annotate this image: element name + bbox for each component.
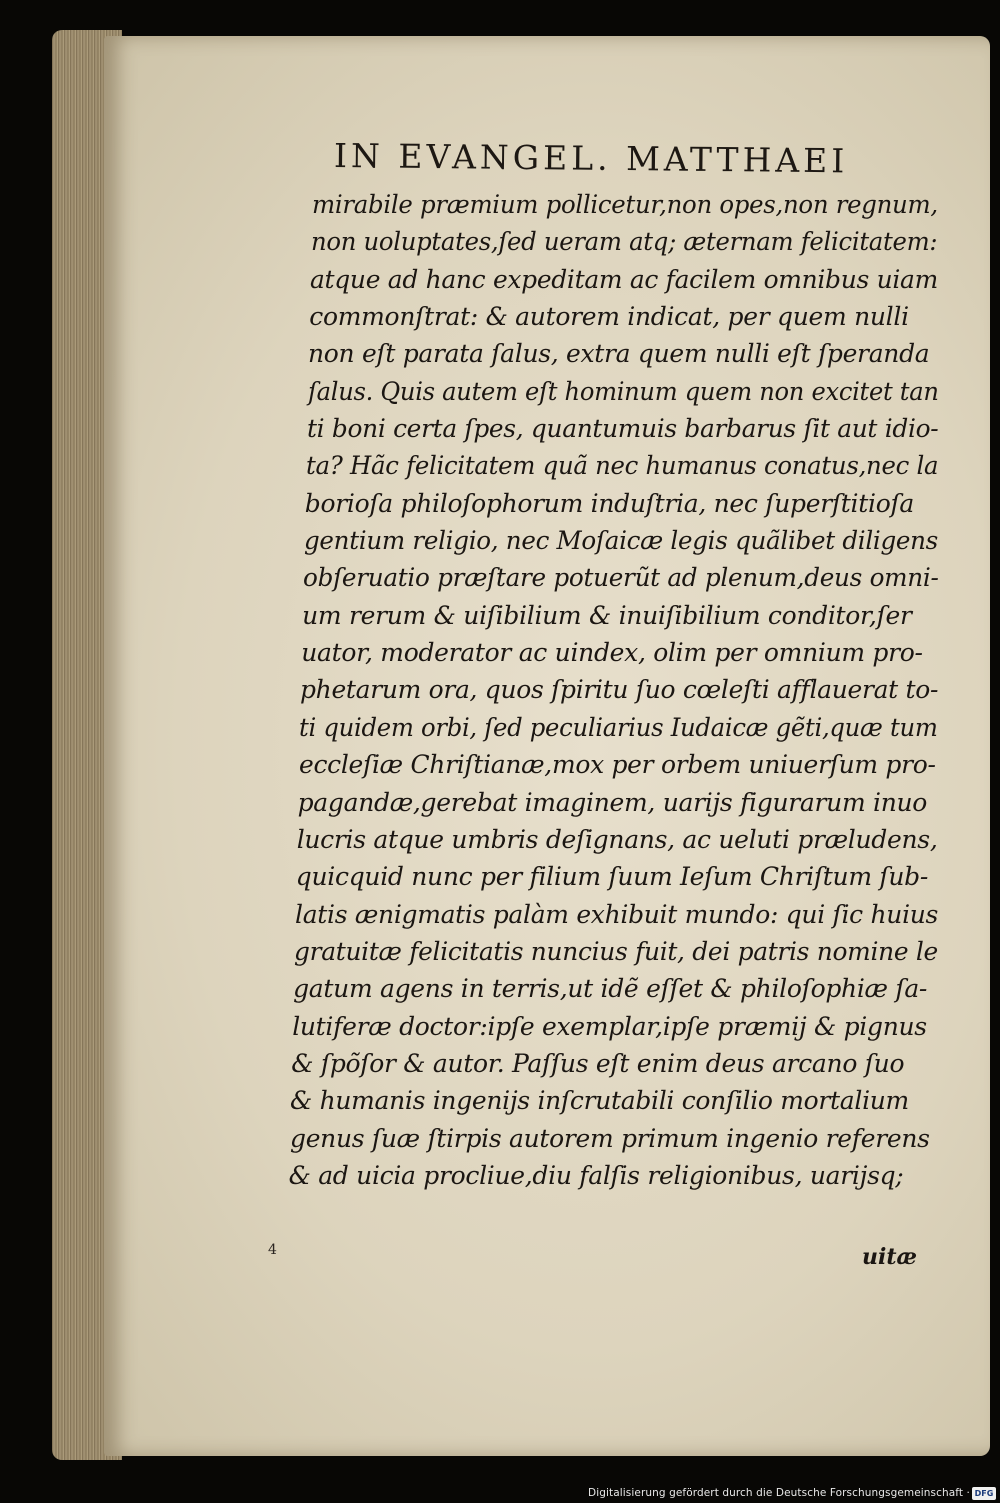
text-line: latis ænigmatis palàm exhibuit mundo: qui ſic huius	[294, 899, 938, 929]
text-line: ſalus. Quis autem eſt hominum quem non excitet tan	[307, 376, 939, 406]
text-line: borioſa philoſophorum induſtria, nec ſuperſtitioſa	[304, 488, 915, 518]
text-line: ti quidem orbi, ſed peculiarius Iudaicæ gẽti,quæ tum	[299, 712, 938, 742]
text-block	[288, 186, 938, 1194]
signature-mark: 4	[268, 1242, 277, 1258]
text-line: & humanis ingenijs inſcrutabili conſilio mortalium	[290, 1086, 910, 1116]
text-line: non uoluptates,ſed ueram atq; æternam felicitatem:	[311, 227, 938, 257]
running-head: IN EVANGEL. MATTHAEI	[333, 136, 849, 181]
text-line: pagandæ,gerebat imaginem, uarijs figurarum inuo	[297, 787, 928, 817]
text-line: commonſtrat: & autorem indicat, per quem nulli	[309, 302, 909, 332]
text-line: & ſpõſor & autor. Paſſus eſt enim deus arcano ſuo	[291, 1048, 905, 1078]
text-line: uator, moderator ac uindex, olim per omnium pro-	[301, 638, 923, 668]
text-line: genus ſuæ ſtirpis autorem primum ingenio referens	[289, 1123, 930, 1153]
text-line: um rerum & uiſibilium & inuiſibilium conditor,ſer	[302, 600, 912, 630]
text-line: atque ad hanc expeditam ac facilem omnibus uiam	[310, 264, 939, 294]
text-line: phetarum ora, quos ſpiritu ſuo cœleſti afflauerat to-	[300, 675, 939, 705]
catchword: uitæ	[862, 1244, 918, 1270]
text-line: quicquid nunc per filium ſuum Ieſum Chriſtum ſub-	[295, 862, 929, 892]
text-line: gatum agens in terris,ut idẽ eſſet & philoſophiæ ſa-	[293, 974, 928, 1004]
text-line: mirabile præmium pollicetur,non opes,non regnum,	[312, 190, 938, 219]
text-line: ti boni certa ſpes, quantumuis barbarus ſit aut idio-	[306, 414, 938, 444]
footer-credit: Digitalisierung gefördert durch die Deutsche Forschungsgemeinschaft ·	[588, 1487, 970, 1499]
text-line: non eſt parata ſalus, extra quem nulli eſt ſperanda	[308, 339, 930, 369]
text-line: lucris atque umbris deſignans, ac ueluti præludens,	[296, 824, 938, 854]
text-line: gratuitæ felicitatis nuncius fuit, dei patris nomine le	[294, 936, 938, 966]
text-line: obſeruatio præſtare potuerũt ad plenum,deus omni-	[303, 563, 939, 593]
dfg-logo: DFG	[972, 1487, 996, 1500]
text-line: eccleſiæ Chriſtianæ,mox per orbem uniuerſum pro-	[298, 750, 936, 780]
text-line: ta? Hãc felicitatem quã nec humanus conatus,nec la	[305, 451, 938, 481]
text-line: lutiferæ doctor:ipſe exemplar,ipſe præmij & pignus	[292, 1011, 927, 1041]
text-line: gentium religio, nec Moſaicæ legis quãlibet diligens	[303, 526, 938, 556]
text-line: & ad uicia procliue,diu falſis religionibus, uarijsq;	[288, 1160, 904, 1190]
